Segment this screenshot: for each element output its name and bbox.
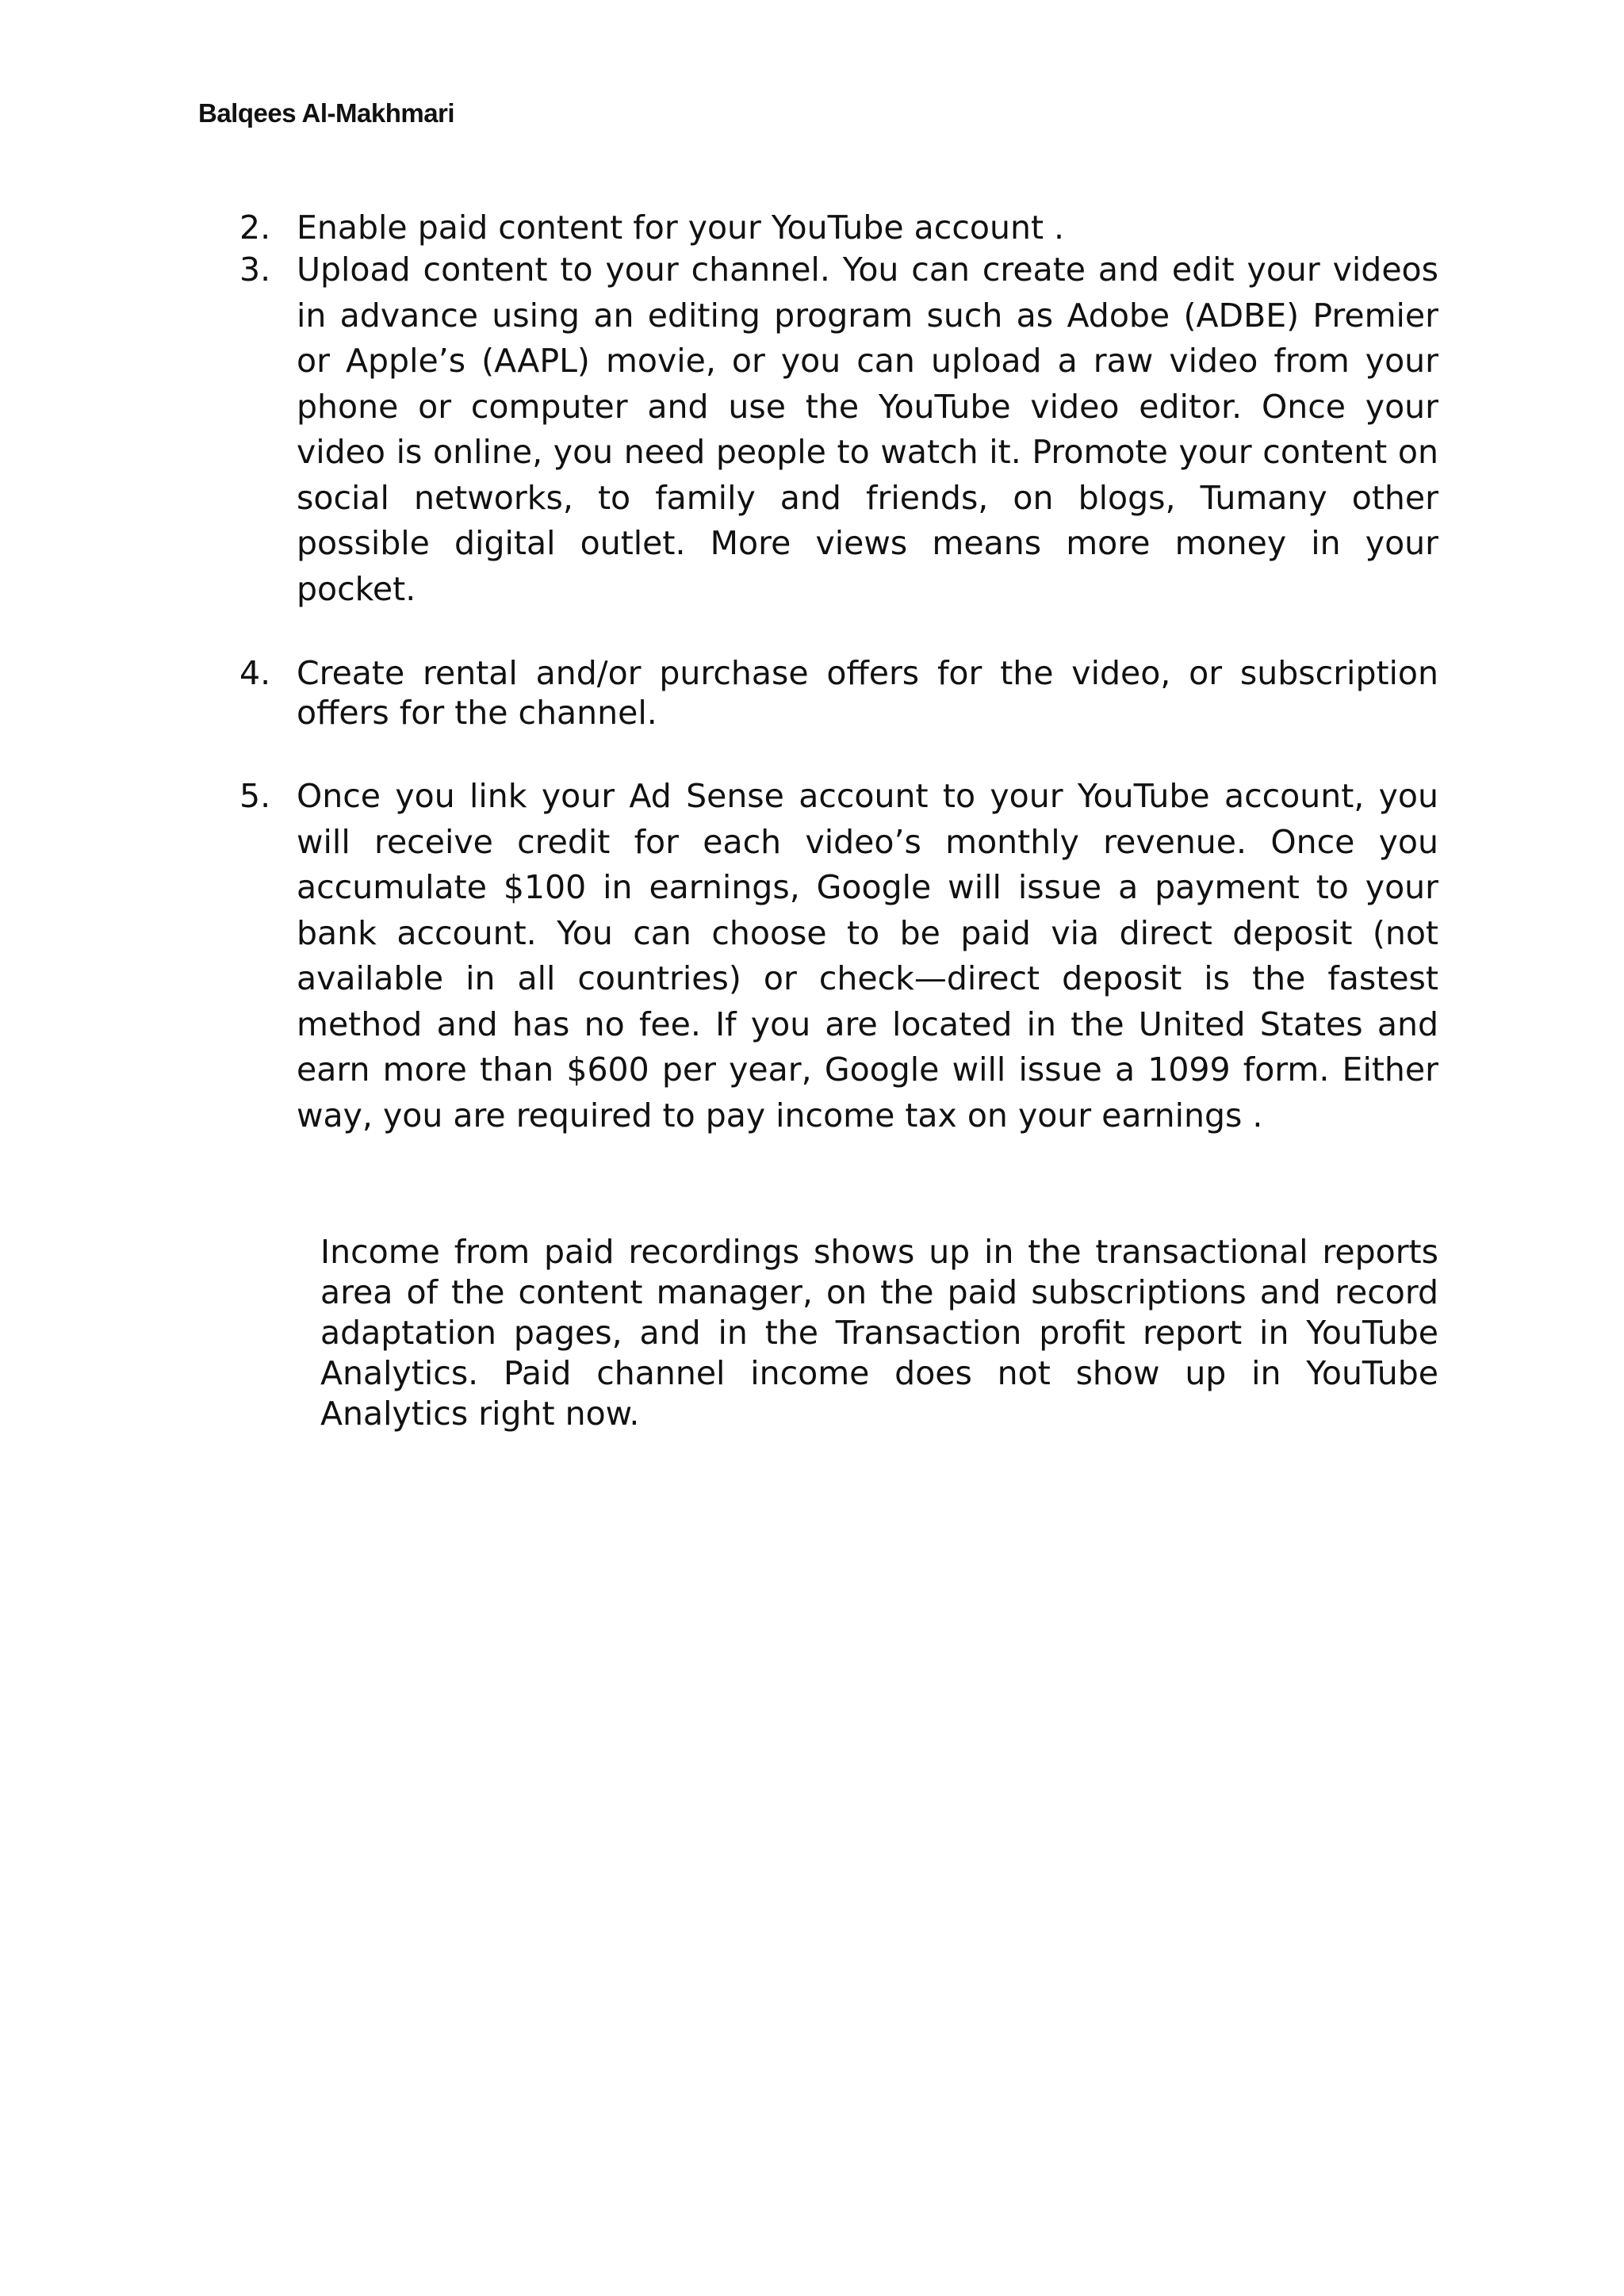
list-item-number: 3. bbox=[239, 251, 271, 289]
list-item-3 bbox=[239, 247, 1438, 612]
author-header: Balqees Al-Makhmari bbox=[198, 98, 455, 128]
list-item-text: Enable paid content for your YouTube account . bbox=[297, 209, 1065, 247]
list-item-number: 2. bbox=[239, 209, 271, 247]
list-item-text: Once you link your Ad Sense account to your YouTube account, you will receive credit for each video’s monthly revenue. Once you accumulate $100 in earnings, Google will issue a payment to your bank account. You can choose to be paid via direct deposit (not available in all countries) or check—direct deposit is the fastest method and has no fee. If you are located in the United States and earn more than $600 per year, Google will issue a 1099 form. Either way, you are required to pay income tax on your earnings . bbox=[297, 777, 1438, 1135]
list-item-text: Upload content to your channel. You can create and edit your videos in advance using an editing program such as Adobe (ADBE) Premier or Apple’s (AAPL) movie, or you can upload a raw video from your phone or computer and use the YouTube video editor. Once your video is online, you need people to watch it. Promote your content on social networks, to family and friends, on blogs, Tumany other possible digital outlet. More views means more money in your pocket. bbox=[297, 251, 1438, 608]
list-item-4 bbox=[239, 653, 1438, 733]
list-item-2 bbox=[239, 208, 1438, 247]
income-note-paragraph: Income from paid recordings shows up in the transactional reports area of the content manager, on the paid subscriptions and record adaptation pages, and in the Transaction profit report in YouTube Analytics. Paid channel income does not show up in YouTube Analytics right now. bbox=[320, 1233, 1438, 1433]
list-item-5 bbox=[239, 774, 1438, 1138]
list-item-number: 5. bbox=[239, 777, 271, 815]
list-item-text: Create rental and/or purchase offers for the video, or subscription offers for the channel. bbox=[297, 654, 1438, 732]
numbered-list bbox=[239, 208, 1438, 1138]
list-item-number: 4. bbox=[239, 654, 271, 692]
